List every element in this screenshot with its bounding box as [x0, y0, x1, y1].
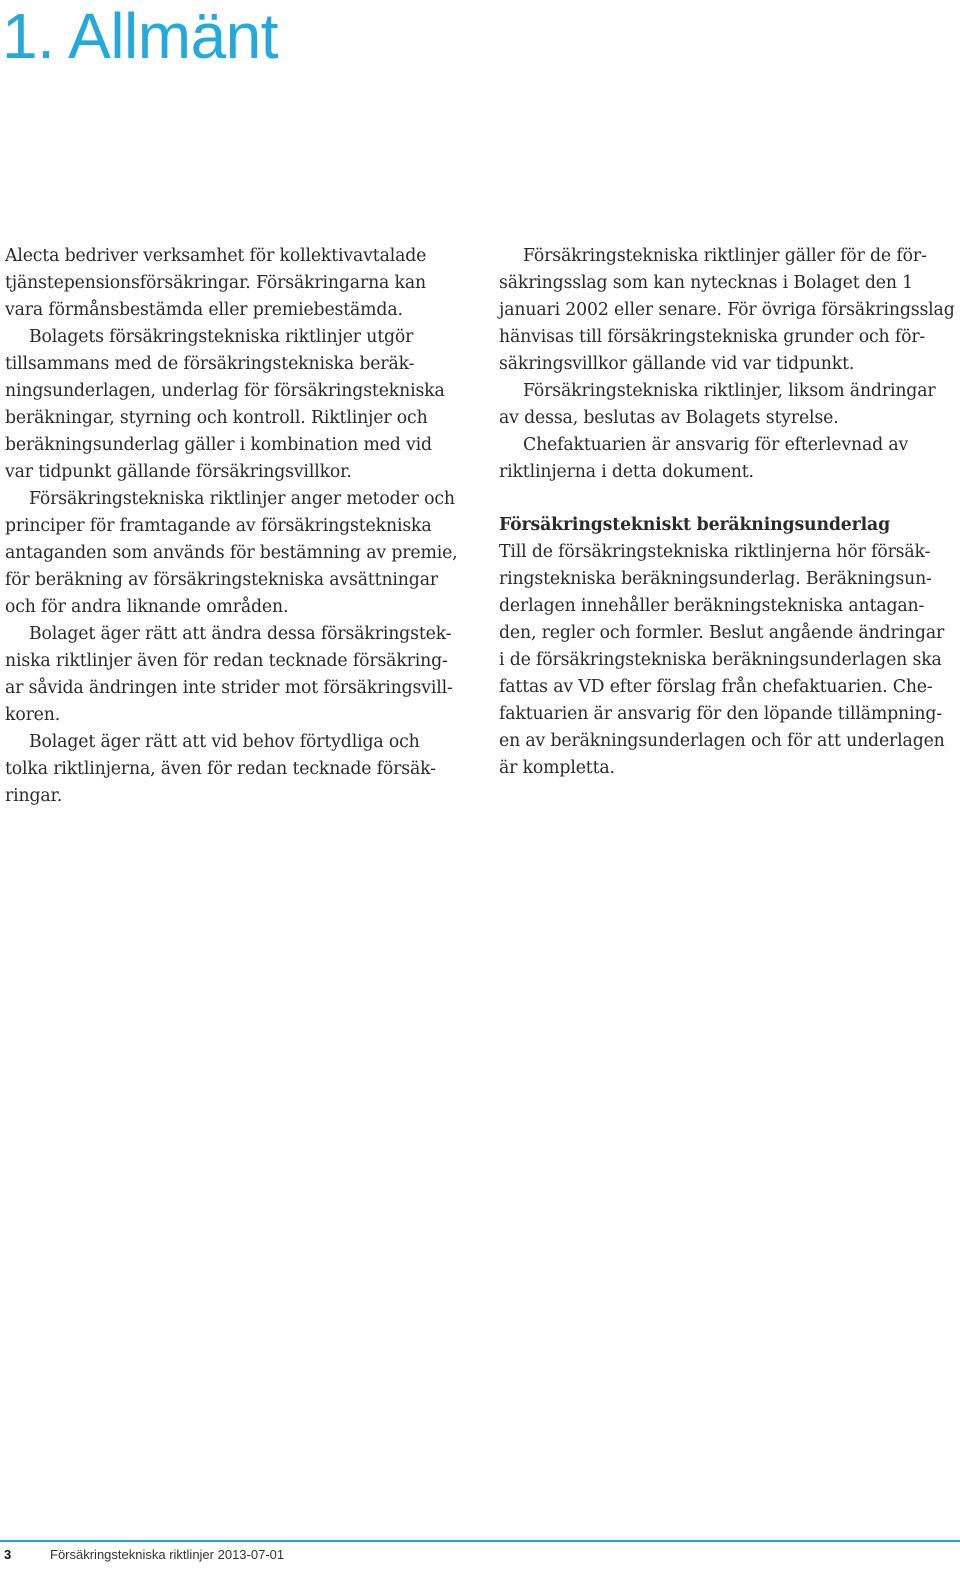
section-subheading: Försäkringstekniskt beräkningsunderlag: [499, 515, 891, 535]
text-line: Bolaget äger rätt att ändra dessa försäkringstek-: [29, 624, 452, 644]
text-line: januari 2002 eller senare. För övriga försäkringsslag: [499, 300, 955, 320]
text-line: hänvisas till försäkringstekniska grunder och för-: [499, 327, 926, 347]
text-line: ringar.: [5, 786, 63, 806]
text-line: säkringsslag som kan nytecknas i Bolaget den 1: [499, 273, 913, 293]
right-column: [499, 243, 955, 782]
text-line: tjänstepensionsförsäkringar. Försäkringarna kan: [5, 273, 427, 293]
text-line: beräkningar, styrning och kontroll. Riktlinjer och: [5, 408, 428, 428]
text-line: Försäkringstekniska riktlinjer gäller för de för-: [523, 246, 927, 266]
text-line: Försäkringstekniska riktlinjer, liksom ändringar: [523, 381, 936, 401]
footer-document-title: Försäkringstekniska riktlinjer 2013-07-01: [50, 1547, 285, 1562]
left-column: [5, 243, 457, 810]
text-line: Bolagets försäkringstekniska riktlinjer utgör: [29, 327, 414, 347]
text-line: en av beräkningsunderlagen och för att underlagen: [499, 731, 945, 751]
subsection-body: [499, 539, 951, 782]
text-line: är kompletta.: [499, 758, 615, 778]
text-line: ningsunderlagen, underlag för försäkringstekniska: [5, 381, 445, 401]
text-line: i de försäkringstekniska beräkningsunderlagen ska: [499, 650, 942, 670]
text-line: och för andra liknande områden.: [5, 597, 289, 617]
text-line: Till de försäkringstekniska riktlinjerna hör försäk-: [499, 542, 931, 562]
text-line: beräkningsunderlag gäller i kombination med vid: [5, 435, 432, 455]
text-line: Försäkringstekniska riktlinjer anger metoder och: [29, 489, 455, 509]
text-line: niska riktlinjer även för redan tecknade försäkring-: [5, 651, 448, 671]
text-line: antaganden som används för bestämning av premie,: [5, 543, 458, 563]
text-line: vara förmånsbestämda eller premiebestämda.: [5, 300, 403, 320]
text-line: den, regler och formler. Beslut angående ändringar: [499, 623, 945, 643]
text-line: var tidpunkt gällande försäkringsvillkor.: [5, 462, 352, 482]
right-intro: [499, 243, 955, 486]
text-line: koren.: [5, 705, 61, 725]
text-line: Bolaget äger rätt att vid behov förtydliga och: [29, 732, 420, 752]
text-line: av dessa, beslutas av Bolagets styrelse.: [499, 408, 839, 428]
text-line: principer för framtagande av försäkringstekniska: [5, 516, 432, 536]
footer-page-number: 3: [4, 1547, 12, 1562]
text-line: Chefaktuarien är ansvarig för efterlevnad av: [523, 435, 909, 455]
text-line: tolka riktlinjerna, även för redan tecknade försäk-: [5, 759, 436, 779]
text-line: tillsammans med de försäkringstekniska beräk-: [5, 354, 415, 374]
text-line: för beräkning av försäkringstekniska avsättningar: [5, 570, 438, 590]
text-line: ar såvida ändringen inte strider mot försäkringsvill-: [5, 678, 453, 698]
text-line: derlagen innehåller beräkningstekniska antagan-: [499, 596, 925, 616]
text-line: säkringsvillkor gällande vid var tidpunkt.: [499, 354, 855, 374]
text-line: faktuarien är ansvarig för den löpande tillämpning-: [499, 704, 942, 724]
text-line: ringstekniska beräkningsunderlag. Beräkningsun-: [499, 569, 932, 589]
text-line: Alecta bedriver verksamhet för kollektivavtalade: [5, 246, 427, 266]
text-line: fattas av VD efter förslag från chefaktuarien. Che-: [499, 677, 933, 697]
footer-rule: [0, 1540, 960, 1542]
text-line: riktlinjerna i detta dokument.: [499, 462, 754, 482]
page-heading: 1. Allmänt: [2, 0, 279, 72]
